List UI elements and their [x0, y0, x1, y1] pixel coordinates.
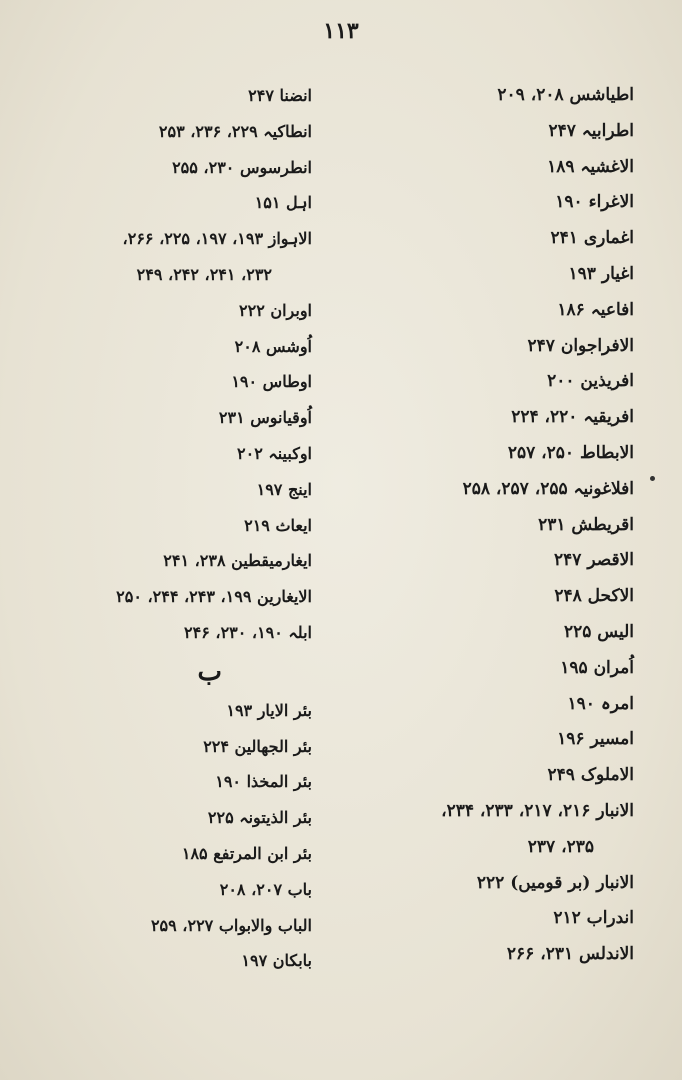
index-entry: الابطاط ۲۵۰، ۲۵۷	[507, 442, 634, 463]
index-entry: اغماری ۲۴۱	[550, 228, 634, 249]
index-entry: اُمران ۱۹۵	[560, 657, 634, 678]
index-entry: اوکبینہ ۲۰۲	[237, 443, 312, 463]
index-entry: ایعاث ۲۱۹	[244, 515, 312, 535]
index-entry: الاندلس ۲۳۱، ۲۶۶	[506, 944, 634, 965]
index-entry: انطرسوس ۲۳۰، ۲۵۵	[172, 157, 312, 177]
index-column-right	[344, 78, 634, 973]
index-entry: بئر ابن المرتفع ۱۸۵	[181, 843, 312, 863]
index-entry: الاغراء ۱۹۰	[555, 192, 634, 213]
index-entry: بئر الجھالین ۲۲۴	[203, 736, 312, 756]
index-entry: اینج ۱۹۷	[256, 479, 312, 499]
index-entry: بابکان ۱۹۷	[241, 951, 312, 971]
index-entry: اُوقیانوس ۲۳۱	[218, 408, 312, 428]
index-entry: اندراب ۲۱۲	[553, 908, 634, 929]
index-entry: الاغشیہ ۱۸۹	[547, 156, 634, 177]
index-entry: انطاکیہ ۲۲۹، ۲۳۶، ۲۵۳	[158, 121, 312, 141]
index-entry: الاقصر ۲۴۷	[554, 550, 634, 571]
index-entry: ابلہ ۱۹۰، ۲۳۰، ۲۴۶	[184, 622, 312, 642]
index-entry: اغیار ۱۹۳	[568, 263, 634, 284]
index-entry: افلاغونیہ ۲۵۵، ۲۵۷، ۲۵۸	[462, 478, 634, 499]
index-column-left	[12, 78, 312, 979]
index-entry: الاملوک ۲۴۹	[547, 765, 634, 786]
index-entry: اطیاشس ۲۰۸، ۲۰۹	[497, 85, 634, 105]
index-entry: اطرابیہ ۲۴۷	[548, 120, 634, 141]
index-entry: افاعیہ ۱۸۶	[557, 299, 634, 320]
index-entry-continuation: ۲۳۵، ۲۳۷	[527, 836, 594, 857]
index-entry: الاکحل ۲۴۸	[554, 586, 634, 607]
index-entry: اوطاس ۱۹۰	[231, 372, 312, 392]
index-entry: الانبار ۲۱۶، ۲۱۷، ۲۳۳، ۲۳۴،	[441, 800, 634, 821]
index-entry: الایغارین ۱۹۹، ۲۴۳، ۲۴۴، ۲۵۰	[116, 587, 312, 607]
index-entry: افریقیہ ۲۲۰، ۲۲۴	[511, 407, 634, 428]
margin-mark	[650, 476, 655, 481]
index-entry: اوبران ۲۲۲	[239, 300, 312, 320]
index-entry: اقریطش ۲۳۱	[538, 514, 634, 535]
index-entry: بئر المخذا ۱۹۰	[215, 772, 312, 792]
index-entry: امرہ ۱۹۰	[567, 693, 634, 714]
index-entry: اُوشس ۲۰۸	[234, 336, 312, 356]
index-entry: اہل ۱۵۱	[254, 193, 312, 213]
index-entry: الیس ۲۲۵	[563, 621, 634, 642]
index-entry: بئر الذیتونہ ۲۲۵	[207, 808, 312, 828]
index-entry: بئر الایار ۱۹۳	[226, 700, 312, 720]
index-entry: باب ۲۰۷، ۲۰۸	[219, 879, 312, 899]
page-number: ١١٣	[323, 18, 359, 44]
index-entry: الاہواز ۱۹۳، ۱۹۷، ۲۲۵، ۲۶۶،	[122, 229, 312, 249]
index-entry: الافراجوان ۲۴۷	[527, 335, 634, 356]
index-entry: افریذین ۲۰۰	[547, 371, 634, 392]
index-entry: ایغارمیقطین ۲۳۸، ۲۴۱	[163, 551, 312, 571]
index-entry: الانبار (بر قومیں) ۲۲۲	[476, 872, 634, 893]
section-heading-letter: ب	[197, 656, 222, 687]
index-entry: الباب والابواب ۲۲۷، ۲۵۹	[150, 915, 312, 935]
index-entry: امسیر ۱۹۶	[557, 729, 634, 750]
index-entry-continuation: ۲۳۲، ۲۴۱، ۲۴۲، ۲۴۹	[136, 264, 272, 284]
index-entry: انضنا ۲۴۷	[248, 86, 312, 105]
